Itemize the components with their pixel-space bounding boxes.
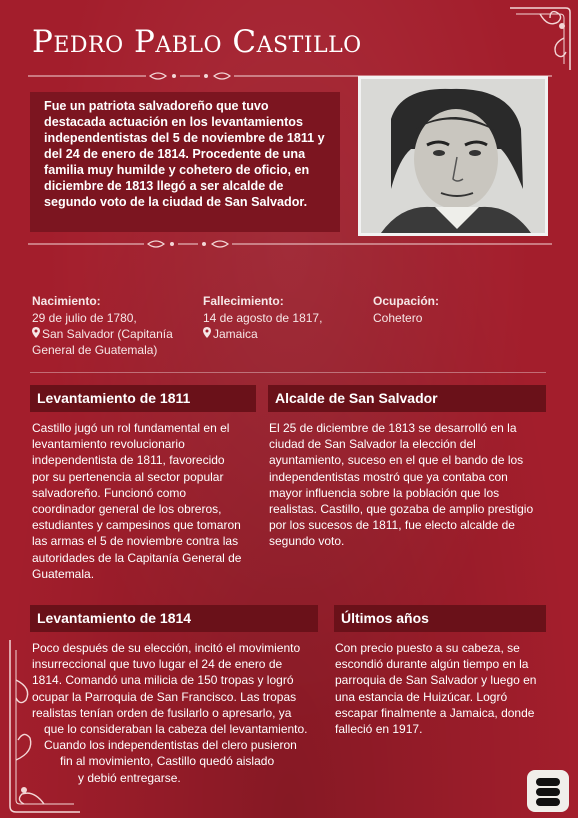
birth-label: Nacimiento: xyxy=(32,294,101,308)
death-place xyxy=(203,326,258,342)
text-line: que lo consideraban la cabeza del levantamiento. xyxy=(44,722,308,737)
text-line: ayuntamiento, suceso en el que el bando de los xyxy=(269,453,524,468)
text-line: independentista de 1811, favorecido xyxy=(32,453,225,468)
location-pin-icon xyxy=(203,327,211,338)
info-divider xyxy=(30,372,546,373)
section-alcalde-heading: Alcalde de San Salvador xyxy=(268,385,546,412)
text-line: Guatemala. xyxy=(32,566,95,581)
birth-place-line2: General de Guatemala) xyxy=(32,343,158,357)
section-ultimos-body xyxy=(335,640,550,737)
occupation-label: Ocupación: xyxy=(373,294,440,308)
text-line: segundo voto. xyxy=(269,534,345,549)
text-line: ocupar la Parroquia de San Francisco. Las tropas xyxy=(32,689,297,704)
section-alcalde-body xyxy=(269,420,549,550)
text-line: Con precio puesto a su cabeza, se xyxy=(335,641,520,655)
text-line: fin al movimiento, Castillo quedó aislado xyxy=(60,754,275,769)
text-line: autoridades de la Capitanía General de xyxy=(32,550,242,565)
logo-icon xyxy=(527,770,569,812)
text-line: por los sucesos de 1811, fue electo alcalde de xyxy=(269,518,515,533)
occupation-value: Cohetero xyxy=(373,311,423,325)
death-label: Fallecimiento: xyxy=(203,294,284,308)
portrait-drawing-icon xyxy=(361,79,545,233)
intro-text: Fue un patriota salvadoreño que tuvo destacada actuación en los levantamientos independentistas del 5 de noviembre de 1811 y del 24 de enero de 1814. Procedente de una familia muy humilde y cohetero de oficio, en diciembre de 1813 llegó a ser alcalde de segundo voto de la ciudad de San Salvador. xyxy=(30,92,340,232)
text-line: salvadoreño. Funcionó como xyxy=(32,485,187,500)
text-line: El 25 de diciembre de 1813 se desarrolló en la xyxy=(269,421,517,435)
death-place-text: Jamaica xyxy=(213,327,258,341)
text-line: levantamiento revolucionario xyxy=(32,437,185,452)
text-line: escapar finalmente a Jamaica, donde xyxy=(335,705,535,720)
section-ultimos-heading: Últimos años xyxy=(334,605,546,632)
text-line: insurreccional que tuvo lugar el 24 de enero de xyxy=(32,657,283,672)
location-pin-icon xyxy=(32,327,40,338)
ornament-divider-middle-icon xyxy=(28,238,552,250)
text-line: 1814. Comandó una milicia de 150 tropas y logró xyxy=(32,673,294,688)
section-1814-body xyxy=(32,640,322,786)
birth-place xyxy=(32,326,173,342)
text-line: por su pertenencia al sector popular xyxy=(32,469,224,484)
text-line: Castillo jugó un rol fundamental en el xyxy=(32,421,230,435)
birth-place-text: San Salvador (Capitanía xyxy=(42,327,173,341)
text-line: mayor influencia sobre la población que los xyxy=(269,485,500,500)
text-line: realistas tenían orden de fusilarlo o apresarlo, ya xyxy=(32,705,292,720)
text-line: escondió durante algún tiempo en la xyxy=(335,657,529,672)
text-line: coordinador general de los obreros, xyxy=(32,502,222,517)
portrait-image xyxy=(358,76,548,236)
text-line: Cuando los independentistas del clero pusieron xyxy=(44,738,297,753)
section-1811-body xyxy=(32,420,262,582)
text-line: realistas. Castillo, que gozaba de amplio prestigio xyxy=(269,502,534,517)
birth-date: 29 de julio de 1780, xyxy=(32,311,137,325)
text-line: Poco después de su elección, incitó el movimiento xyxy=(32,641,301,655)
text-line: y debió entregarse. xyxy=(78,770,181,785)
text-line: ciudad de San Salvador la elección del xyxy=(269,437,476,452)
text-line: independentistas mostró que ya contaba con xyxy=(269,469,508,484)
text-line: falleció en 1917. xyxy=(335,722,423,737)
section-1814-heading: Levantamiento de 1814 xyxy=(30,605,318,632)
section-1811-heading: Levantamiento de 1811 xyxy=(30,385,256,412)
text-line: una estancia de Huizúcar. Logró xyxy=(335,689,508,704)
death-date: 14 de agosto de 1817, xyxy=(203,311,323,325)
text-line: estudiantes y campesinos que tomaron xyxy=(32,518,241,533)
text-line: las armas el 5 de noviembre contra las xyxy=(32,534,239,549)
page-title: Pedro Pablo Castillo xyxy=(32,24,362,60)
publisher-logo xyxy=(527,770,569,812)
text-line: parroquia de San Salvador y luego en xyxy=(335,673,537,688)
corner-ornament-top-right-icon xyxy=(500,4,574,74)
